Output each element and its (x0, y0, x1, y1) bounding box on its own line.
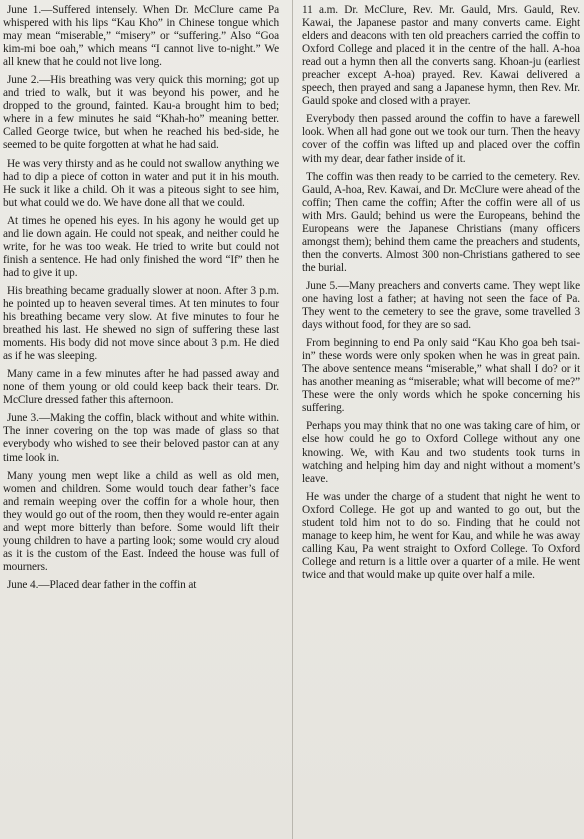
paragraph-june-1: June 1.—Suffered intensely. When Dr. McClure came Pa whispered with his lips “Kau Kho” in Chinese tongue which may mean “miserable,” “misery” or “suffering.” Also “Goa kim-mi boe oah,” which means “I cannot live to-night.” We all knew that he could not live long. (3, 4, 279, 69)
right-column (302, 4, 580, 587)
paragraph-oxford-college: He was under the charge of a student that night he went to Oxford College. He got up and wanted to go out, but the student told him not to do so. Finding that he could not manage to keep him, he went for Kau, and while he was away calling Kau, Pa went straight to Oxford College. To Oxford College and return is a little over a quarter of a mile. He went twice and that would make up quite over half a mile. (302, 490, 580, 581)
paragraph-funeral-service: 11 a.m. Dr. McClure, Rev. Mr. Gauld, Mrs. Gauld, Rev. Kawai, the Japanese pastor and many converts came. Eight elders and deacons with ten old preachers carried the coffin to Oxford College and placed it in the centre of the hall. A-hoa read out a hymn then all the converts sang. Khoan-ju (earliest preacher except A-hoa) prayed. Rev. Kawai delivered a speech, then prayed and sang a Japanese hymn, then Rev. Mr. Gauld spoke and closed with a prayer. (302, 4, 580, 108)
paragraph-farewell-look: Everybody then passed around the coffin to have a farewell look. When all had gone out we took our turn. Then the heavy cover of the coffin was lifted up and placed over the coffin with my dear, dear father inside of it. (302, 113, 580, 165)
paragraph-june-5: June 5.—Many preachers and converts came. They wept like one having lost a father; at having not seen the face of Pa. They went to the cemetery to see the grave, some travelled 3 days without food, for they are so sad. (302, 279, 580, 332)
paragraph-mourners: Many young men wept like a child as well as old men, women and children. Some would touch dear father’s face and remain weeping over the coffin for a whole hour, then they would go out of the room, then they would re-enter again and wept more bitterly than before. Some would lift their young children to have a parting look; some would cry aloud as it is the custom of the East. Indeed the house was full of mourners. (3, 469, 279, 573)
paragraph-june-3: June 3.—Making the coffin, black without and white within. The inner covering on the top was made of glass so that everybody who wished to see their beloved pastor can at any time look in. (3, 412, 279, 464)
column-divider (292, 0, 293, 839)
paragraph-breathing: His breathing became gradually slower at noon. After 3 p.m. he pointed up to heaven several times. At ten minutes to four his breathing became very slow. At five minutes to four he breathed his last. He shewed no sign of suffering these last moments. His body did not move since about 3 p.m. He died as if he was sleeping. (3, 284, 279, 363)
paragraph-many-came: Many came in a few minutes after he had passed away and none of them young or old could keep back their tears. Dr. McClure dressed father this afternoon. (3, 368, 279, 407)
paragraph-june-4: June 4.—Placed dear father in the coffin at (7, 578, 197, 591)
paragraph-words-spoken: From beginning to end Pa only said “Kau Kho goa beh tsai-in” these words were only spoken when he was in great pain. The above sentence means “miserable,” what shall I do? or it has another meaning as “miserable; what will become of me?” These were the only words which he spoke concerning his suffering. (302, 337, 580, 415)
paragraph-thirsty: He was very thirsty and as he could not swallow anything we had to dip a piece of cotton in water and put it in his mouth. He suck it like a child. Oh it was a piteous sight to see him, but what could we do. We have done all that we could. (3, 157, 279, 209)
paragraph-june-2: June 2.—His breathing was very quick this morning; got up and tried to walk, but it was beyond his power, and he dropped to the ground, fainted. Kau-a brought him to bed; where in a few minutes he said “Khah-ho” meaning better. Called George twice, but when he reached his bed-side, he seemed to be quite forgotten at what he had said. (3, 74, 279, 152)
paragraph-procession: The coffin was then ready to be carried to the cemetery. Rev. Gauld, A-hoa, Rev. Kawai, and Dr. McClure were ahead of the coffin; Then came the coffin; After the coffin were all of us with Mrs. Gauld; behind us were the Europeans, behind the Europeans were the Japanese Christians (many officers amongst them); behind them came the preachers and students, then the converts. Almost 300 non-Christians gathered to see the burial. (302, 170, 580, 274)
paragraph-agony: At times he opened his eyes. In his agony he would get up and lie down again. He could not speak, and neither could he write, for he was too weak. He tried to write but could not finish a sentence. He had only finished the word “If” then he had to give it up. (3, 214, 279, 279)
left-column (3, 4, 279, 593)
paragraph-taking-care: Perhaps you may think that no one was taking care of him, or else how could he go to Oxford College without any one knowing. We, with Kau and two students took turns in watching and helping him day and night without a moment’s leave. (302, 420, 580, 485)
